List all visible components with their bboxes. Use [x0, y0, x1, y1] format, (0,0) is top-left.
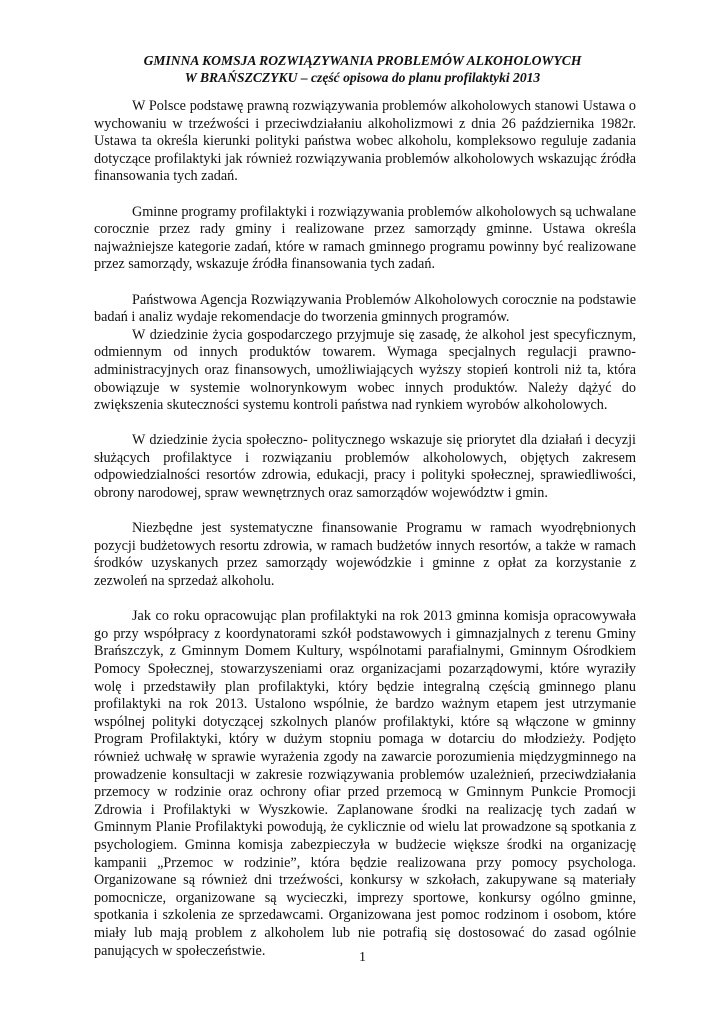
paragraph-legal-basis: W Polsce podstawę prawną rozwiązywania problemów alkoholowych stanowi Ustawa o wychowaniu w trzeźwości i przeciwdziałaniu alkoholizmowi z dnia 26 października 1982r. Ustawa ta określa kierunki polityki państwa wobec alkoholu, kompleksowo reguluje zadania dotyczące profilaktyki jak również rozwiązywania problemów alkoholowych wskazując źródła finansowania tych zadań. [94, 98, 636, 185]
title-line-1: GMINNA KOMSJA ROZWIĄZYWANIA PROBLEMÓW ALKOHOLOWYCH [143, 53, 582, 68]
title-line-2: W BRAŃSZCZYKU – część opisowa do planu profilaktyki 2013 [184, 70, 541, 85]
paragraph-gmina-programs: Gminne programy profilaktyki i rozwiązywania problemów alkoholowych są uchwalane corocznie przez rady gminy i realizowane przez samorządy gminne. Ustawa określa najważniejsze kategorie zadań, które w ramach gminnego programu powinny być realizowane przez samorządy, wskazuje źródła finansowania tych zadań. [94, 203, 636, 273]
paragraph-economic-life: W dziedzinie życia gospodarczego przyjmuje się zasadę, że alkohol jest specyficznym, odmiennym od innych produktów towarem. Wymaga specjalnych regulacji prawno-administracyjnych oraz finansowych, umożliwiających wyższy stopień kontroli niż ta, która obowiązuje w systemie wolnorynkowym wobec innych produktów. Należy dążyć do zwiększenia skuteczności systemu kontroli państwa nad rynkiem wyrobów alkoholowych. [94, 326, 636, 414]
document-title [90, 52, 635, 86]
paragraph-social-political: W dziedzinie życia społeczno- politycznego wskazuje się priorytet dla działań i decyzji służących profilaktyce i rozwiązaniu problemów alkoholowych, objętych zakresem odpowiedzialności resortów zdrowia, edukacji, pracy i polityki społecznej, sprawiedliwości, obrony narodowej, spraw wewnętrznych oraz samorządów województw i gmin. [94, 432, 636, 502]
page-number: 1 [359, 950, 366, 965]
paragraph-plan-2013: Jak co roku opracowując plan profilaktyki na rok 2013 gminna komisja opracowywała go przy współpracy z koordynatorami szkół podstawowych i gimnazjalnych z terenu Gminy Brańszczyk, z Gminnym Domem Kultury, wspólnotami parafialnymi, Gminnym Ośrodkiem Pomocy Społecznej, stowarzyszeniami oraz organizacjami pozarządowymi, które wyraziły wolę i przedstawiły plan profilaktyki, który będzie integralną częścią gminnego planu profilaktyki na rok 2013. Ustalono wspólnie, że bardzo ważnym etapem jest utrzymanie wspólnej polityki dotyczącej szkolnych planów profilaktyki, które są włączone w gminny Program Profilaktyki, który w dużym stopniu pomaga w dotarciu do młodzieży. Podjęto również uchwałę w sprawie wyrażenia zgody na zawarcie porozumienia międzygminnego na prowadzenie konsultacji w zakresie rozwiązywania problemów uzależnień, przeciwdziałania przemocy w rodzinie oraz ochrony ofiar przed przemocą w Gminnym Punkcie Promocji Zdrowia i Profilaktyki w Wyszkowie. Zaplanowane środki na realizację tych zadań w Gminnym Planie Profilaktyki powodują, że cyklicznie od wielu lat prowadzone są spotkania z psychologiem. Gminna komisja zabezpieczyła w budżecie większe środki na organizację kampanii „Przemoc w rodzinie”, która będzie realizowana przy pomocy psychologa. Organizowane są również dni trzeźwości, konkursy w szkołach, zakupywane są materiały pomocnicze, organizowane są wycieczki, imprezy sportowe, konkursy ogólno gminne, spotkania i szkolenia ze sprzedawcami. Organizowana jest pomoc rodzinom i osobom, które miały lub mają problem z alkoholem lub nie potrafią się dostosować do zasad ogólnie panujących w społeczeństwie. [94, 608, 636, 959]
paragraph-parpa: Państwowa Agencja Rozwiązywania Problemów Alkoholowych corocznie na podstawie badań i analiz wydaje rekomendacje do tworzenia gminnych programów. [94, 291, 636, 326]
document-body [94, 98, 636, 960]
paragraph-financing: Niezbędne jest systematyczne finansowanie Programu w ramach wyodrębnionych pozycji budżetowych resortu zdrowia, w ramach budżetów innych resortów, a także w ramach środków uzyskanych przez samorządy wojewódzkie i gminne z opłat za korzystanie z zezwoleń na sprzedaż alkoholu. [94, 520, 636, 590]
